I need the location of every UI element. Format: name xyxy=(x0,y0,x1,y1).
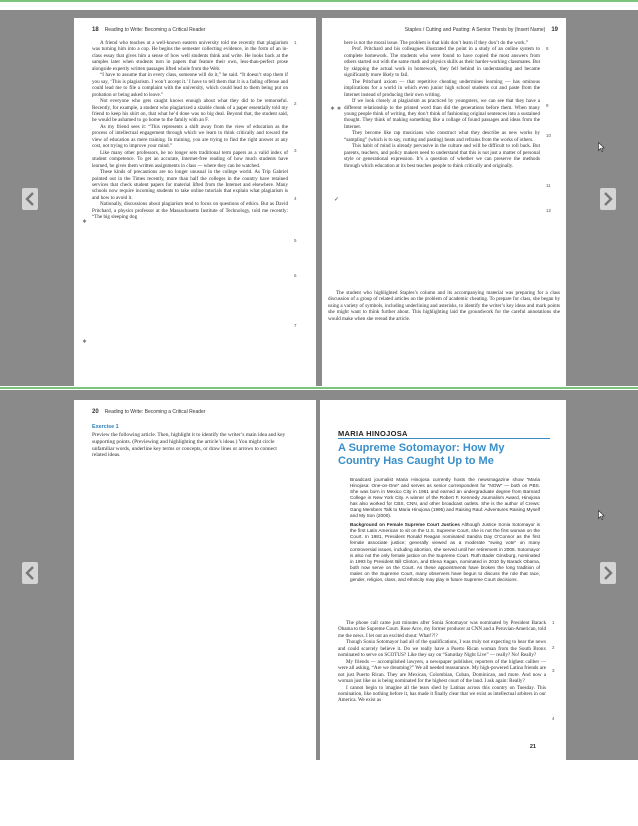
asterisk-annotation: ∗ xyxy=(82,339,88,345)
exercise-label: Exercise 1 xyxy=(92,424,119,430)
paragraph: Like many other professors, he no longer sets traditional term papers as a valid index of student competence. To get an accurate, Internet-free reading of how much students have learned, he gives them written assignments in class — where they can be watched. xyxy=(92,149,288,169)
instructional-note: The student who highlighted Staples’s column and its accompanying material was preparing for a class discussion of a group of related articles on the problem of academic cheating. To prepare for class, she began by using a variety of symbols, including underlining and asterisks, to identify the writer’s key ideas and mark points she might want to think further about. This highlighting laid the groundwork for the careful annotations she would make when she reread the article. xyxy=(328,290,560,322)
paragraph: Nationally, discussions about plagiarism tend to focus on questions of ethics. But as David Pritchard, a physics professor at the Massachusetts Institute of Technology, told me recently: “The big sleeping dog xyxy=(92,201,288,221)
chevron-left-icon xyxy=(25,566,35,580)
book-page-18 xyxy=(74,18,316,386)
mouse-pointer-icon xyxy=(598,142,605,152)
chevron-right-icon xyxy=(603,566,613,580)
background-box xyxy=(350,522,540,582)
prev-page-button[interactable] xyxy=(22,562,38,584)
page-body-text xyxy=(344,40,540,169)
spread-divider-line xyxy=(0,387,638,389)
running-head: 20 Reading to Write: Becoming a Critical Reader xyxy=(92,409,206,415)
book-page-20 xyxy=(74,400,316,760)
paragraph: Prof. Pritchard and his colleagues illustrated the point in a study of an online system to complete homework. The students who were found to have copied the most answers from others started out with the same math and physics skills as their harder-working classmates. But by skipping the actual work in homework, they fell behind in understanding and became significantly more likely to fail. xyxy=(344,46,540,79)
prev-page-button[interactable] xyxy=(22,188,38,210)
title-rule xyxy=(338,438,550,439)
margin-number: 6 xyxy=(294,273,297,278)
running-head: Staples / Cutting and Pasting: A Senior Thesis by (Insert Name) 19 xyxy=(404,27,558,33)
next-page-button[interactable] xyxy=(600,188,616,210)
paragraph: They become like rap musicians who construct what they describe as new works by “sampling” (which is to say, cutting and pasting) beats and refrains from the works of others. xyxy=(344,130,540,143)
paragraph: Though Sonia Sotomayor had all of the qualifications, I was truly not expecting to hear the news and could scarcely believe it. Do we really have a Puerto Rican woman from the South Bronx nominated to serve on SCOTUS? Like they say on “Saturday Night Live” — really? No! Really? xyxy=(338,639,546,659)
asterisk-annotation: ∗ ∗ xyxy=(330,106,342,112)
mouse-pointer-icon xyxy=(598,510,605,520)
paragraph: The phone call came just minutes after Sonia Sotomayor was nominated by President Barack Obama to the Supreme Court. Rose Arce, my former producer at CNN and a Peruvian-American, told me the news. I let out an excited shout: What!?!? xyxy=(338,620,546,639)
paragraph: This habit of mind is already pervasive in the culture and will be difficult to roll back. But parents, teachers, and policy makers need to understand that this is not just a matter of personal style or generational expression. It’s a question of whether we can preserve the methods through which education at its best teaches people to think critically and originally. xyxy=(344,143,540,169)
paragraph: The Pritchard axiom — that repetitive cheating undermines learning — has ominous implications for a world in which even junior high school students cut and paste from the Internet instead of producing their own writing. xyxy=(344,78,540,98)
margin-number: 2 xyxy=(294,101,297,106)
paragraph: If we look closely at plagiarism as practiced by youngsters, we can see that they have a different relationship to the printed word than did the generations before them. When many young people think of writing, they don’t think of fashioning original sentences into a sustained thought. They think of making something like a collage of found passages and ideas from the Internet. xyxy=(344,98,540,130)
margin-number: 4 xyxy=(294,196,297,201)
background-text: Although Justice Sonia Sotomayor is the first Latin American to sit on the U.S. Supreme Court, she is not the first woman on the Court. In 1981, President Ronald Reagan nominated Sandra Day O’Connor as the first female associate justice; generally viewed as a moderate “swing vote” on many controversial issues, including abortion, she served until her retirement in 2006. Sotomayor is also not the only female justice on the Supreme Court. Ruth Bader Ginsburg, nominated in 1993 by President Bill Clinton, and Elena Kagan, nominated in 2010 by Barack Obama, both now serve on the Court. As these appointments have broken the long tradition of males on the Supreme Court, many observers have begun to discuss the role that race, gender, religion, class, and ethnicity may play in future Supreme Court decisions. xyxy=(350,522,541,582)
paragraph: I cannot begin to imagine all the tears shed by Latinas across this country on Tuesday. This nomination, like nothing before it, has made it finally clear that we exist as intellectual arbiters in our America. We exist as xyxy=(338,684,546,704)
page-number-footer: 21 xyxy=(529,744,536,750)
article-title: A Supreme Sotomayor: How My Country Has Caught Up to Me xyxy=(338,442,505,467)
paragraph: My friends — accomplished lawyers, a newspaper publisher, reporters of the highest caliber — were all asking, “Are we dreaming?” We all needed reassurance. My high-powered Latina friends are not just Puerto Rican. They are Mexican, Colombian, Cuban, Dominican, and more. And now a woman just like us is being nominated for the highest court of the land. I ask again: Really? xyxy=(338,658,546,685)
book-page-19 xyxy=(322,18,566,386)
margin-number: 2 xyxy=(552,645,555,650)
paragraph: Not everyone who gets caught knows enough about what they did to be remorseful. Recently, for example, a student who plagiarized a sizable chunk of a paper essentially told my friend to keep his shirt on, that what he’d done was no big deal. Beyond that, the student said, he would be ashamed to go home to the family with an F. xyxy=(92,98,288,124)
spread-viewer-2[interactable] xyxy=(0,390,638,760)
chevron-left-icon xyxy=(25,192,35,206)
margin-number: 11 xyxy=(546,183,551,188)
article-body-text xyxy=(338,620,546,704)
margin-number: 7 xyxy=(294,323,297,328)
paragraph: “I have to assume that in every class, someone will do it,” he said. “It doesn’t stop them if you say, ‘This is plagiarism. I won’t accept it.’ I have to tell them that it is a fading offense and could lead me to file a complaint with the university, which could lead to them being put on probation or being asked to leave.” xyxy=(92,72,288,98)
window-top-border xyxy=(0,0,638,2)
paragraph: A friend who teaches at a well-known eastern university told me recently that plagiarism was turning him into a cop. He begins the semester collecting evidence, in the form of an in-class essay that gives him a sense of how well students think and write. He looks back at the samples later when students turn in papers that feature their own, less-than-perfect prose alongside expertly written passages lifted whole from the Web. xyxy=(92,40,288,72)
margin-number: 1 xyxy=(294,40,297,45)
running-head: 18 Reading to Write: Becoming a Critical Reader xyxy=(92,27,206,33)
checkmark-annotation: ✓ xyxy=(334,197,340,203)
margin-number: 4 xyxy=(552,716,555,721)
chevron-right-icon xyxy=(603,192,613,206)
paragraph: here is not the moral issue. The problem is that kids don’t learn if they don’t do the work.” xyxy=(344,40,529,46)
bio-text: Broadcast journalist Maria Hinojosa currently hosts the newsmagazine show “Maria Hinojosa: One-on-One” and serves as senior correspondent for “NOW” — both on PBS. She was born in Mexico City in 1961 and earned an undergraduate degree from Barnard College in New York City. A winner of the Robert F. Kennedy Journalism Award, Hinojosa has also worked for CBS, CNN, and other broadcast outlets. She is the author of Crews: Gang Members Talk to Maria Hinojosa (1995) and Raising Raul: Adventures Raising Myself and My Son (2000). xyxy=(350,477,540,519)
page-body-text xyxy=(92,40,288,221)
margin-number: 10 xyxy=(546,133,552,138)
book-page-21 xyxy=(320,400,566,760)
paragraph: These kinds of precautions are no longer unusual in the college world. As Trip Gabriel pointed out in the Times recently, more than half the colleges in the country have retained services that check student papers for material lifted from the Internet and elsewhere. Many schools now require incoming students to take online tutorials that explain what plagiarism is and how to avoid it. xyxy=(92,169,288,201)
article-author: MARIA HINOJOSA xyxy=(338,429,408,438)
asterisk-annotation: ∗ xyxy=(82,219,88,225)
margin-number: 3 xyxy=(552,668,555,673)
margin-number: 1 xyxy=(552,620,555,625)
background-heading: Background on Female Supreme Court Justices xyxy=(350,522,460,528)
margin-number: 8 xyxy=(546,46,549,51)
exercise-instructions: Preview the following article. Then, highlight it to identify the writer’s main idea and key supporting points. (Previewing and highlighting the article’s ideas.) You might circle unfamiliar words, underline key terms or concepts, or draw lines or arrows to connect related ideas. xyxy=(92,432,286,459)
paragraph: As my friend sees it: “This represents a shift away from the view of education as the process of intellectual engagement through which we learn to think critically and toward the view of education as mere training. In training, you are trying to find the right answer at any cost, not trying to improve your mind.” xyxy=(92,123,288,150)
next-page-button[interactable] xyxy=(600,562,616,584)
margin-number: 5 xyxy=(294,238,297,243)
spread-viewer-1[interactable] xyxy=(0,10,638,386)
margin-number: 12 xyxy=(546,208,552,213)
author-bio xyxy=(350,477,540,586)
margin-number: 9 xyxy=(546,103,549,108)
margin-number: 3 xyxy=(294,148,297,153)
